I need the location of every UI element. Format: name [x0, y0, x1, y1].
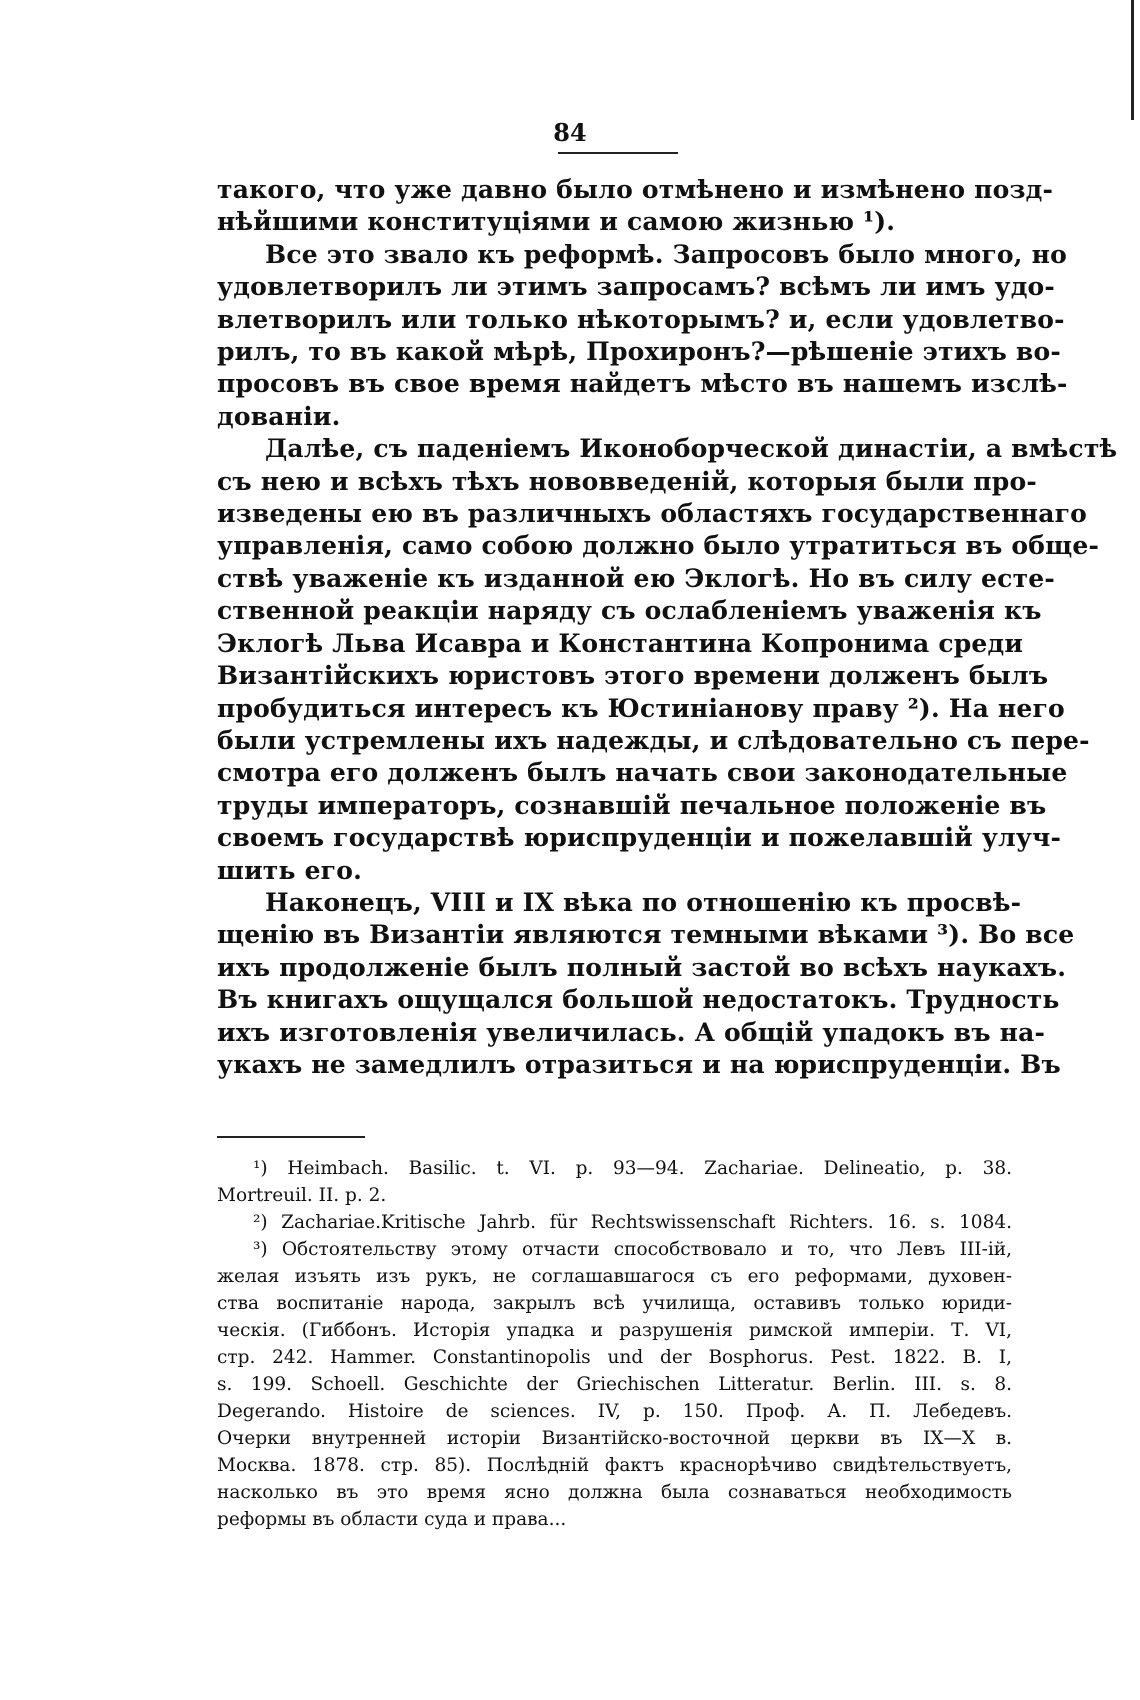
footnotes	[217, 1155, 1012, 1533]
text-line: управленія, само собою должно было утратиться въ обще-	[217, 531, 1100, 561]
footnote-line: насколько въ это время ясно должна была сознаваться необходимость	[217, 1482, 1012, 1503]
text-line: ственной реакціи наряду съ ослабленіемъ уваженія къ	[217, 596, 1042, 626]
text-line: Въ книгахъ ощущался большой недостатокъ. Трудность	[217, 985, 1060, 1015]
text-line: щенію въ Византіи являются темными вѣками ³). Во все	[217, 920, 1075, 950]
footnote-line: стр. 242. Hammer. Constantinopolis und der Bosphorus. Pest. 1822. B. I,	[217, 1347, 1012, 1368]
footnote-line: Москва. 1878. стр. 85). Послѣдній фактъ краснорѣчиво свидѣтельствуетъ,	[217, 1455, 1012, 1476]
main-text	[217, 174, 1118, 1081]
text-line: рилъ, то въ какой мѣрѣ, Прохиронъ?—рѣшеніе этихъ во-	[217, 337, 1061, 367]
text-line: влетворилъ или только нѣкоторымъ? и, если удовлетво-	[217, 304, 1065, 334]
text-line: ихъ изготовленія увеличилась. А общій упадокъ въ на-	[217, 1017, 1046, 1047]
footnote-line: ческія. (Гиббонъ. Исторія упадка и разрушенія римской имперіи. Т. VI,	[217, 1320, 1012, 1341]
footnote-line: Mortreuil. II. p. 2.	[217, 1185, 387, 1206]
text-line: смотра его долженъ былъ начать свои законодательные	[217, 758, 1068, 788]
text-line: своемъ государствѣ юриспруденціи и пожелавшій улуч-	[217, 823, 1062, 853]
footnote-rule	[217, 1136, 365, 1138]
text-line: просовъ въ свое время найдетъ мѣсто въ нашемъ изслѣ-	[217, 369, 1068, 399]
text-line: были устремлены ихъ надежды, и слѣдовательно съ пере-	[217, 725, 1090, 755]
text-line: шить его.	[217, 855, 362, 885]
text-line: Все это звало къ реформѣ. Запросовъ было много, но	[265, 239, 1067, 269]
footnote-line: ства воспитаніе народа, закрылъ всѣ училища, оставивъ только юриди-	[217, 1293, 1012, 1314]
text-line: Далѣе, съ паденіемъ Иконоборческой династіи, а вмѣстѣ	[265, 434, 1118, 464]
footnote-line: ³) Обстоятельству этому отчасти способствовало и то, что Левъ III-ій,	[253, 1239, 1012, 1260]
text-line: изведены ею въ различныхъ областяхъ государственнаго	[217, 499, 1088, 529]
text-line: труды императоръ, сознавшій печальное положеніе въ	[217, 790, 1047, 820]
footnote-line: ¹) Heimbach. Basilic. t. VI. p. 93—94. Zachariae. Delineatio, p. 38.	[253, 1158, 1012, 1179]
footnote-line: реформы въ области суда и права...	[217, 1509, 567, 1530]
page-number: 84	[553, 118, 587, 147]
page-edge-line	[1131, 0, 1134, 120]
footnote-line: ²) Zachariae.Kritische Jahrb. für Rechtswissenschaft Richters. 16. s. 1084.	[253, 1212, 1012, 1233]
text-line: пробудиться интересъ къ Юстиніанову праву ²). На него	[217, 693, 1065, 723]
footnote-line: s. 199. Schoell. Geschichte der Griechischen Litteratur. Berlin. III. s. 8.	[217, 1374, 1012, 1395]
text-line: Эклогѣ Льва Исавра и Константина Копронима среди	[217, 628, 1024, 658]
text-line: дованіи.	[217, 401, 341, 431]
text-line: Византійскихъ юристовъ этого времени долженъ былъ	[217, 661, 1049, 691]
text-line: укахъ не замедлилъ отразиться и на юриспруденціи. Въ	[217, 1049, 1061, 1079]
footnote-line: Очерки внутренней исторіи Византійско-восточной церкви въ IX—X в.	[217, 1428, 1012, 1449]
text-line: ихъ продолженіе былъ полный застой во всѣхъ наукахъ.	[217, 952, 1067, 982]
text-line: ствѣ уваженіе къ изданной ею Эклогѣ. Но въ силу есте-	[217, 563, 1055, 593]
page-number-rule	[558, 152, 678, 154]
footnote-line: Degerando. Histoire de sciences. IV, p. 150. Проф. А. П. Лебедевъ.	[217, 1401, 1012, 1422]
text-line: нѣйшими конституціями и самою жизнью ¹).	[217, 207, 896, 237]
text-line: такого, что уже давно было отмѣнено и измѣнено позд-	[217, 175, 1054, 204]
text-line: съ нею и всѣхъ тѣхъ нововведеній, которыя были про-	[217, 466, 1037, 496]
text-line: Наконецъ, VIII и IX вѣка по отношенію къ просвѣ-	[265, 887, 1022, 917]
footnote-line: желая изъять изъ рукъ, не соглашавшагося съ его реформами, духовен-	[217, 1266, 1012, 1287]
text-line: удовлетворилъ ли этимъ запросамъ? всѣмъ ли имъ удо-	[217, 272, 1056, 302]
